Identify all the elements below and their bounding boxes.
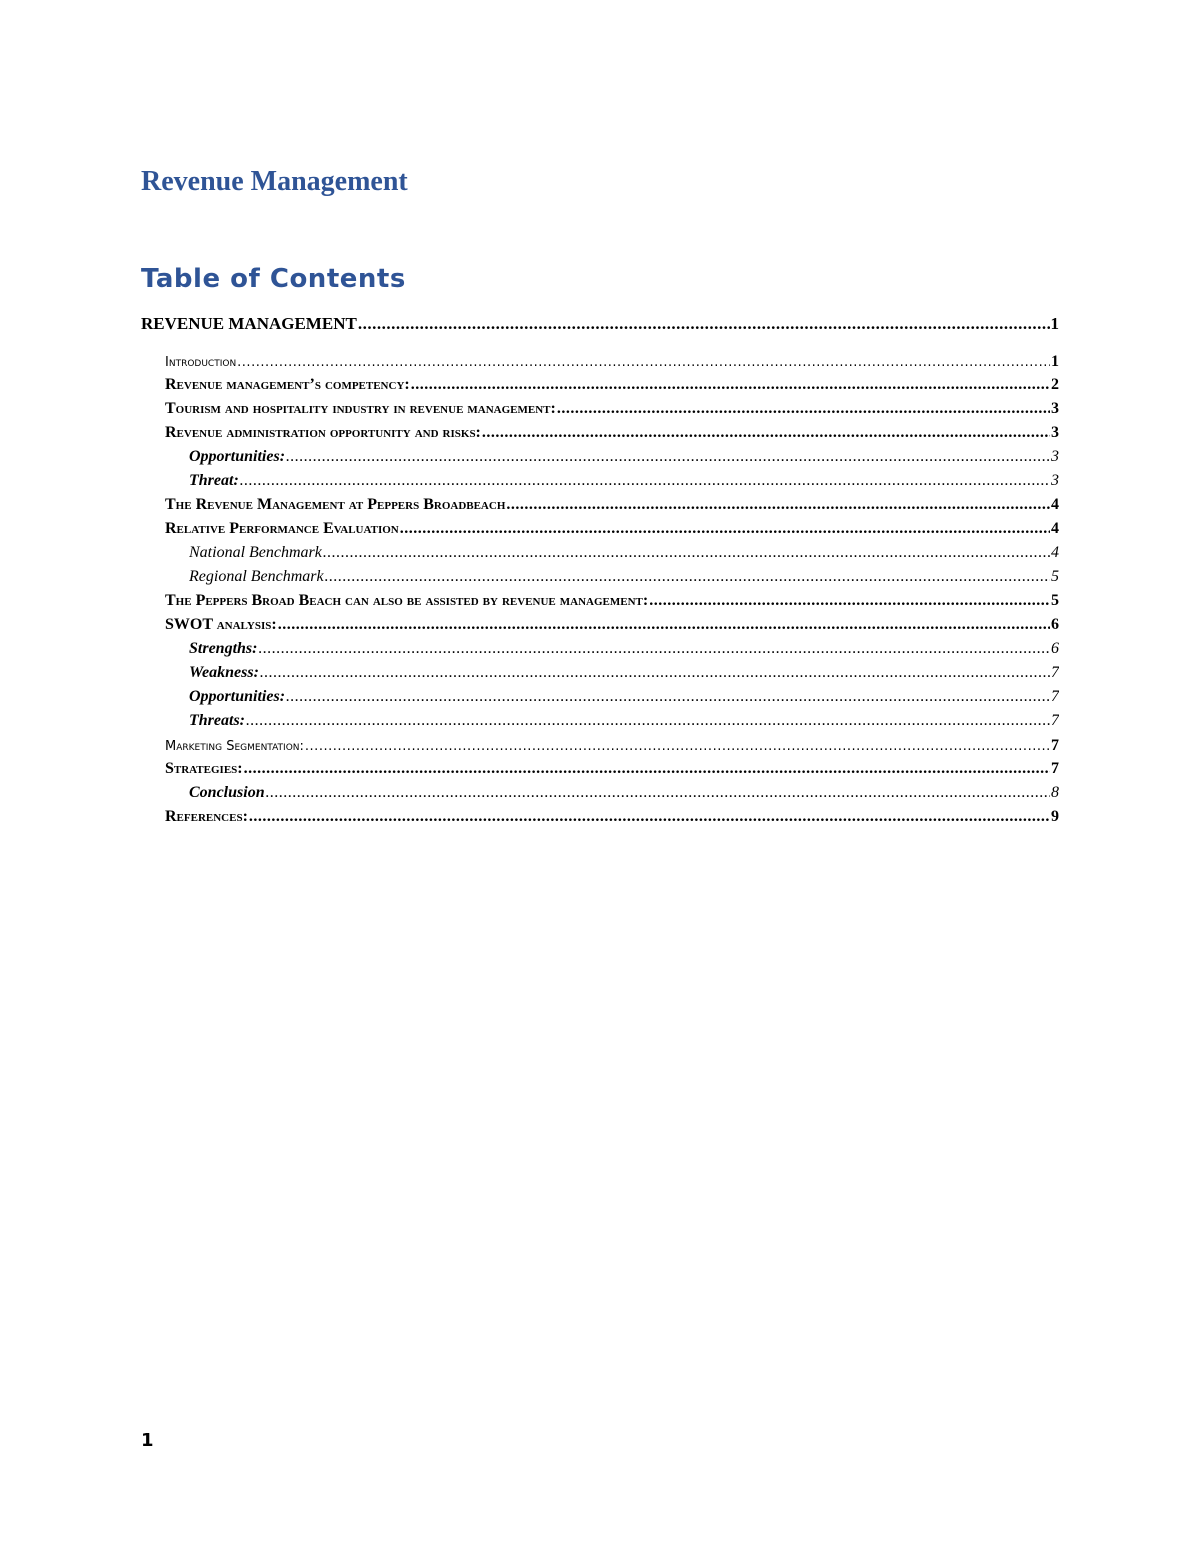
toc-entry-page: 6 <box>1051 616 1059 633</box>
toc-entry-label: Strategies: <box>165 760 243 777</box>
toc-entry-page: 3 <box>1051 472 1059 489</box>
toc-entry-label: Marketing Segmentation: <box>165 739 304 754</box>
toc-leader <box>323 544 1050 562</box>
toc-leader <box>305 739 1050 754</box>
toc-leader <box>649 592 1050 610</box>
toc-leader <box>244 760 1050 778</box>
toc-entry-page: 3 <box>1051 424 1059 441</box>
document-title: Revenue Management <box>141 166 408 197</box>
toc-entry-relative-performance[interactable] <box>165 520 1059 538</box>
toc-entry-strengths[interactable] <box>189 640 1059 658</box>
toc-entry-label: Weakness: <box>189 664 259 681</box>
toc-leader <box>286 448 1050 466</box>
toc-entry-label: Revenue administration opportunity and risks: <box>165 424 481 441</box>
toc-entry-page: 2 <box>1051 376 1059 393</box>
toc-entry-page: 4 <box>1051 496 1059 513</box>
toc-entry-tourism-hospitality[interactable] <box>165 400 1059 418</box>
toc-entry-page: 6 <box>1051 640 1059 657</box>
toc-entry-page: 7 <box>1051 688 1059 705</box>
toc-entry-page: 8 <box>1051 784 1059 801</box>
toc-leader <box>237 355 1050 370</box>
toc-entry-label: Strengths: <box>189 640 258 657</box>
toc-entry-page: 4 <box>1051 544 1059 561</box>
toc-entry-label: Relative Performance Evaluation <box>165 520 399 537</box>
toc-entry-label: References: <box>165 808 248 825</box>
toc-leader <box>358 314 1050 334</box>
toc-entry-page: 7 <box>1051 760 1059 777</box>
toc-entry-conclusion[interactable] <box>189 784 1059 802</box>
toc-entry-page: 3 <box>1051 448 1059 465</box>
toc-entry-label: Opportunities: <box>189 688 286 705</box>
toc-entry-label: National Benchmark <box>189 544 322 561</box>
toc-leader <box>260 664 1050 682</box>
toc-entry-label: Conclusion <box>189 784 265 801</box>
toc-entry-threat[interactable] <box>189 472 1059 490</box>
toc-entry-label: Tourism and hospitality industry in revenue management: <box>165 400 556 417</box>
toc-entry-swot-analysis[interactable] <box>165 616 1059 634</box>
toc-entry-competency[interactable] <box>165 376 1059 394</box>
toc-leader <box>240 472 1050 490</box>
toc-entry-label: Regional Benchmark <box>189 568 324 585</box>
toc-entry-page: 7 <box>1051 712 1059 729</box>
toc-entry-page: 4 <box>1051 520 1059 537</box>
toc-leader <box>325 568 1050 586</box>
toc-entry-label: SWOT analysis: <box>165 616 277 633</box>
toc-entry-revenue-management[interactable] <box>141 314 1059 334</box>
toc-entry-page: 1 <box>1050 314 1059 333</box>
toc-entry-page: 1 <box>1051 353 1059 370</box>
toc-leader <box>266 784 1050 802</box>
toc-entry-label: The Revenue Management at Peppers Broadbeach <box>165 496 506 513</box>
toc-leader <box>286 688 1050 706</box>
toc-entry-revenue-administration[interactable] <box>165 424 1059 442</box>
toc-entry-page: 5 <box>1051 592 1059 609</box>
toc-leader <box>246 712 1050 730</box>
toc-entry-marketing-segmentation[interactable] <box>165 737 1059 755</box>
toc-entry-label: Revenue management’s competency: <box>165 376 410 393</box>
toc-entry-label: Threat: <box>189 472 239 489</box>
toc-heading: Table of Contents <box>141 264 406 294</box>
toc-entry-references[interactable] <box>165 808 1059 826</box>
toc-entry-page: 5 <box>1051 568 1059 585</box>
toc-entry-opportunities[interactable] <box>189 448 1059 466</box>
toc-entry-label: The Peppers Broad Beach can also be assisted by revenue management: <box>165 592 649 609</box>
toc-entry-regional-benchmark[interactable] <box>189 568 1059 586</box>
toc-entry-strategies[interactable] <box>165 760 1059 778</box>
toc-leader <box>482 424 1050 442</box>
toc-leader <box>557 400 1050 418</box>
toc-entry-page: 7 <box>1051 664 1059 681</box>
toc-entry-introduction[interactable] <box>165 353 1059 371</box>
toc-entry-page: 7 <box>1051 737 1059 754</box>
toc-leader <box>400 520 1050 538</box>
toc-leader <box>411 376 1050 394</box>
toc-entry-national-benchmark[interactable] <box>189 544 1059 562</box>
toc-entry-page: 3 <box>1051 400 1059 417</box>
page-number: 1 <box>141 1430 154 1451</box>
toc-entry-page: 9 <box>1051 808 1059 825</box>
toc-entry-peppers-broadbeach[interactable] <box>165 496 1059 514</box>
toc-entry-label: Introduction <box>165 355 237 370</box>
toc-leader <box>506 496 1050 514</box>
toc-entry-threats[interactable] <box>189 712 1059 730</box>
toc-entry-label: Threats: <box>189 712 245 729</box>
toc-entry-peppers-assisted[interactable] <box>165 592 1059 610</box>
toc-leader <box>278 616 1050 634</box>
toc-entry-opportunities-swot[interactable] <box>189 688 1059 706</box>
toc-leader <box>258 640 1050 658</box>
toc-leader <box>249 808 1050 826</box>
toc-entry-label: REVENUE MANAGEMENT <box>141 314 357 333</box>
toc-entry-weakness[interactable] <box>189 664 1059 682</box>
toc-entry-label: Opportunities: <box>189 448 286 465</box>
